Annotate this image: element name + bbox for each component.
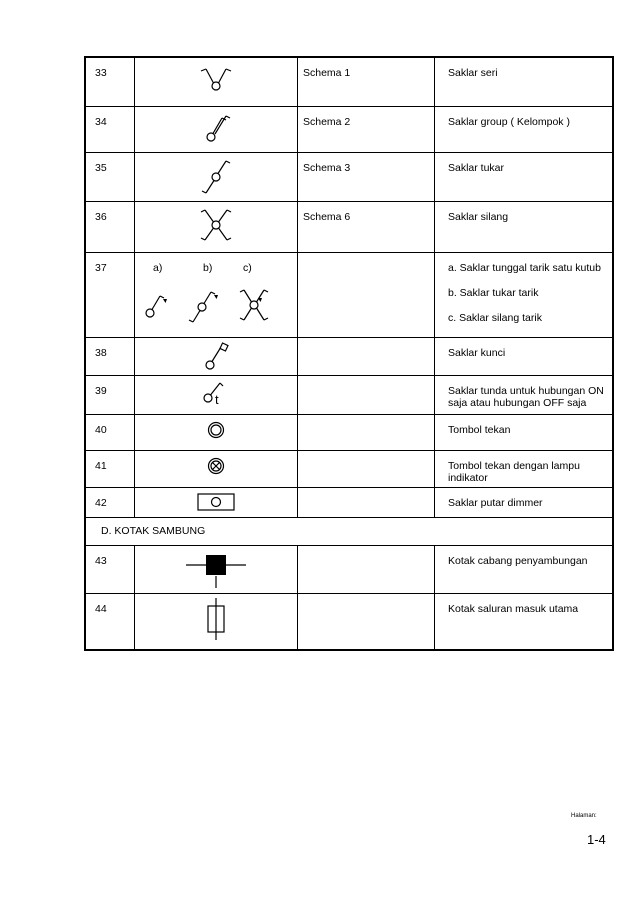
table-row xyxy=(85,152,613,201)
table-row xyxy=(85,375,613,414)
row-number: 36 xyxy=(85,201,135,252)
schema-label: Schema 3 xyxy=(298,152,435,201)
switch-group-icon xyxy=(186,107,246,147)
description: Tombol tekan dengan lampu indikator xyxy=(435,450,614,487)
main-inlet-box-icon xyxy=(186,594,246,646)
row-number: 38 xyxy=(85,337,135,375)
row-number: 34 xyxy=(85,106,135,152)
desc-line: b. Saklar tukar tarik xyxy=(448,286,539,299)
table-row xyxy=(85,593,613,650)
schema-label: Schema 2 xyxy=(298,106,435,152)
row-number: 40 xyxy=(85,414,135,450)
desc-line: c. Saklar silang tarik xyxy=(448,311,542,324)
row-number: 43 xyxy=(85,545,135,593)
description: Saklar seri xyxy=(435,57,614,106)
description: Kotak cabang penyambungan xyxy=(435,545,614,593)
switch-cross-icon xyxy=(186,202,246,248)
description: Saklar putar dimmer xyxy=(435,487,614,517)
row-number: 39 xyxy=(85,375,135,414)
description: Saklar group ( Kelompok ) xyxy=(435,106,614,152)
table-row xyxy=(85,252,613,337)
description: Tombol tekan xyxy=(435,414,614,450)
table-row xyxy=(85,57,613,106)
sublabel-c: c) xyxy=(243,261,252,274)
symbol-table xyxy=(84,56,614,651)
schema-label: Schema 1 xyxy=(298,57,435,106)
section-row xyxy=(85,517,613,545)
section-heading: D. KOTAK SAMBUNG xyxy=(85,517,613,545)
sublabel-b: b) xyxy=(203,261,213,274)
row-number: 33 xyxy=(85,57,135,106)
switch-series-icon xyxy=(186,58,246,98)
description: Saklar silang xyxy=(435,201,614,252)
delay-letter: t xyxy=(215,391,219,407)
push-button-icon xyxy=(186,415,246,449)
push-button-lamp-icon xyxy=(186,451,246,485)
table-row xyxy=(85,450,613,487)
pull-switch-icons xyxy=(139,281,289,325)
junction-box-icon xyxy=(176,546,256,592)
table-row xyxy=(85,337,613,375)
row-number: 42 xyxy=(85,487,135,517)
description: Kotak saluran masuk utama xyxy=(435,593,614,650)
row-number: 37 xyxy=(85,252,135,337)
switch-changeover-icon xyxy=(186,153,246,197)
table-row xyxy=(85,414,613,450)
description: Saklar tunda untuk hubungan ON saja atau hubungan OFF saja xyxy=(435,375,614,414)
table-row xyxy=(85,545,613,593)
table-row xyxy=(85,201,613,252)
row-number: 35 xyxy=(85,152,135,201)
key-switch-icon xyxy=(186,338,246,374)
row-number: 41 xyxy=(85,450,135,487)
description xyxy=(435,252,614,337)
table-row xyxy=(85,487,613,517)
desc-line: a. Saklar tunggal tarik satu kutub xyxy=(448,261,601,274)
description: Saklar kunci xyxy=(435,337,614,375)
dimmer-switch-icon xyxy=(186,488,246,516)
page-number: 1-4 xyxy=(587,832,606,847)
description: Saklar tukar xyxy=(435,152,614,201)
row-number: 44 xyxy=(85,593,135,650)
time-delay-switch-icon xyxy=(186,376,246,412)
schema-label: Schema 6 xyxy=(298,201,435,252)
page-label: Halaman: xyxy=(571,813,597,819)
table-row xyxy=(85,106,613,152)
sublabel-a: a) xyxy=(153,261,163,274)
